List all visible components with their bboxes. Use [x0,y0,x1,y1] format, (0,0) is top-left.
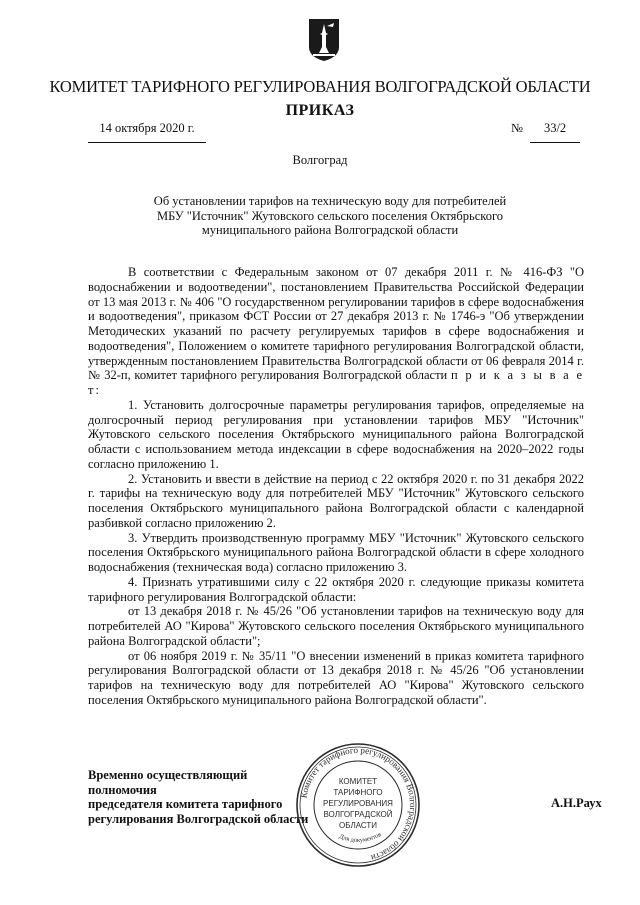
official-seal [293,740,423,870]
document-subject: Об установлении тарифов на техническую воду для потребителей МБУ "Источник" Жутовского сельского поселения Октябрьского муниципального района Волгоградской области [153,194,507,238]
seal-center-line: ТАРИФНОГО [333,788,383,797]
seal-ring-text: Комитет тарифного регулирования Волгоградской области [298,744,419,864]
item-3: 3. Утвердить производственную программу МБУ "Источник" Жутовского сельского поселения Октябрьского муниципального района Волгоградской области в сфере холодного водоснабжения (техническая вода) согласно приложению 3. [88,530,584,574]
item-4b: от 06 ноября 2019 г. № 35/11 "О внесении изменений в приказ комитета тарифного регулирования Волгоградской области от 13 декабря 2018 г. № 45/26 "Об установлении тарифов на техническую воду для потребителей АО "Кирова" Жутовского сельского поселения Октябрьского муниципального района Волгоградской области". [88,648,584,707]
item-2: 2. Установить и ввести в действие на период с 22 октября 2020 г. по 31 декабря 2022 г. тарифы на техническую воду для потребителей МБУ "Источник" Жутовского сельского поселения Октябрьского муниципального района Волгоградской области с календарной разбивкой согласно приложению 2. [88,471,584,530]
signatory-title-line: председателя комитета тарифного [88,797,283,811]
organization-name: КОМИТЕТ ТАРИФНОГО РЕГУЛИРОВАНИЯ ВОЛГОГРАДСКОЙ ОБЛАСТИ [49,77,591,96]
seal-center-line: ОБЛАСТИ [338,821,378,830]
document-type: ПРИКАЗ [285,102,355,119]
seal-center-line: РЕГУЛИРОВАНИЯ [323,799,393,808]
item-1: 1. Установить долгосрочные параметры регулирования тарифов, определяемые на долгосрочный период регулирования при установлении тарифов МБУ "Источник" Жутовского сельского поселения Октябрьского муниципального района Волгоградской области с использованием метода индексации в сфере водоснабжения на 2020–2022 годы согласно приложению 1. [88,397,584,471]
signatory-name: А.Н.Раух [551,796,602,810]
signatory-title [88,768,318,826]
number-label: № [511,121,523,135]
document-number [511,121,580,143]
signatory-title-line: регулирования Волгоградской области [88,811,309,826]
decree-word: п р и к а з ы в а е т: [88,368,584,397]
intro-paragraph [88,265,584,398]
seal-center-line: КОМИТЕТ [338,777,378,786]
seal-center-line: ВОЛГОГРАДСКОЙ [323,810,393,819]
signatory-title-line: Временно осуществляющий полномочия [88,768,248,797]
item-4: 4. Признать утратившими силу с 22 октября 2020 г. следующие приказы комитета тарифного регулирования Волгоградской области: [88,574,584,604]
intro-text: В соответствии с Федеральным законом от 07 декабря 2011 г. № 416-ФЗ "О водоснабжении и водоотведении", постановлением Правительства Российской Федерации от 13 мая 2013 г. № 406 "О государственном регулировании тарифов в сфере водоснабжения и водоотведения", приказом ФСТ России от 27 декабря 2013 г. № 1746-э "Об утверждении Методических указаний по расчету регулируемых тарифов в сфере водоснабжения и водоотведения", Положением о комитете тарифного регулирования Волгоградской области, утвержденным постановлением Правительства Волгоградской области от 06 февраля 2014 г. № 32-п, комитет тарифного регулирования Волгоградской области [88,265,584,383]
document-date: 14 октября 2020 г. [88,121,206,143]
volgograd-emblem-icon [307,17,341,63]
city: Волгоград [292,153,348,167]
seal-bottom-text: Для документов [337,830,383,845]
item-4a: от 13 декабря 2018 г. № 45/26 "Об установлении тарифов на техническую воду для потребителей АО "Кирова" Жутовского сельского поселения Октябрьского муниципального района Волгоградской области"; [88,604,584,648]
document-body [88,265,584,708]
number-value: 33/2 [530,121,580,143]
